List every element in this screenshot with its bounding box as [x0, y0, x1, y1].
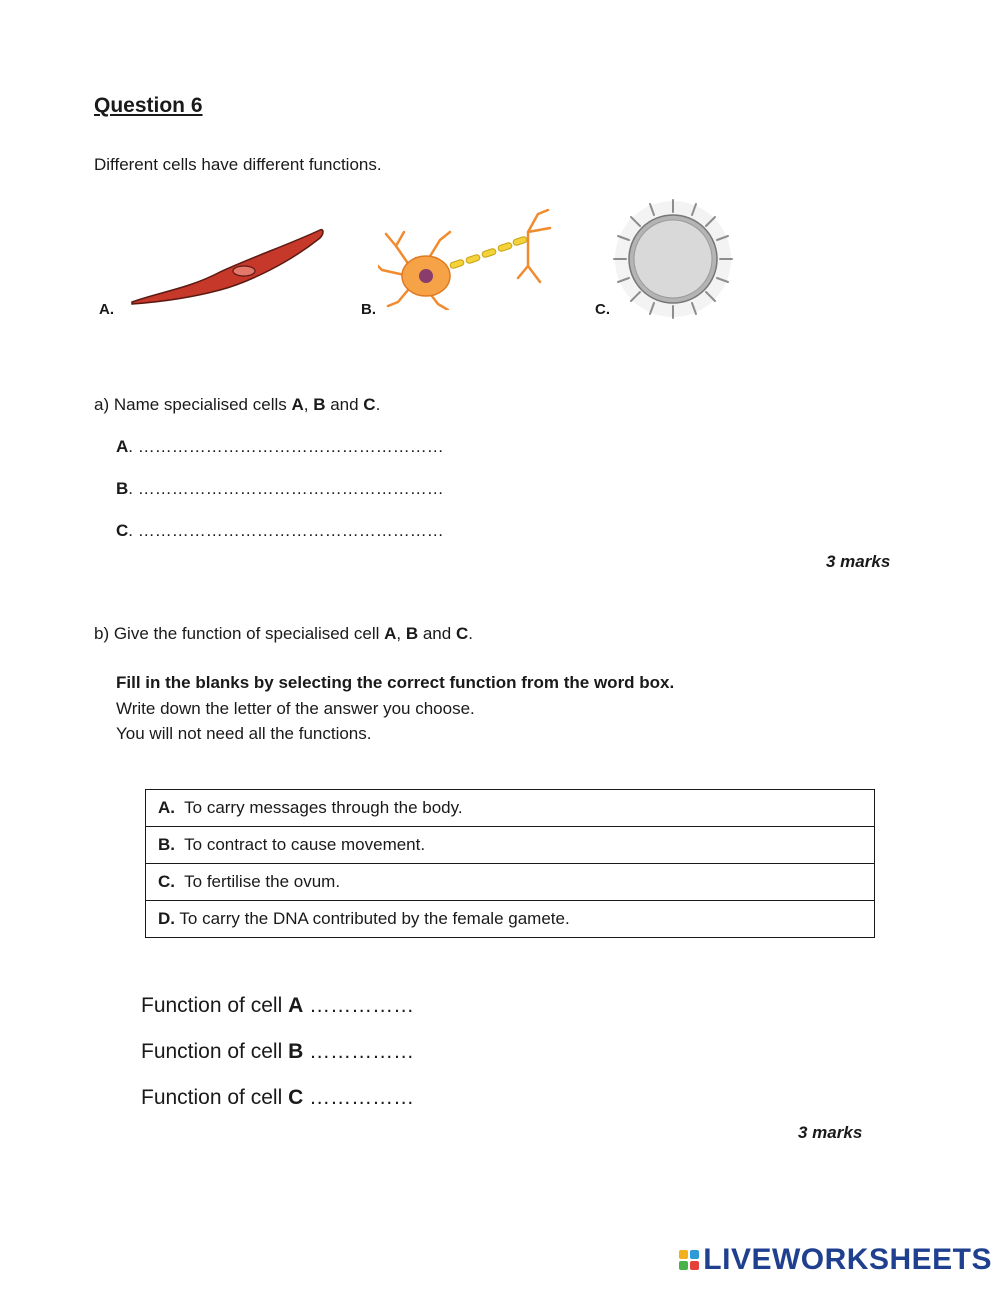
instruction-line-2: Write down the letter of the answer you choose. [116, 699, 475, 718]
brand-name: LIVEWORKSHEETS [703, 1243, 992, 1276]
part-b-marks: 3 marks [798, 1123, 863, 1142]
word-box-row: D. To carry the DNA contributed by the female gamete. [146, 901, 875, 938]
cell-b-label: B. [361, 301, 376, 318]
question-intro: Different cells have different functions. [94, 155, 382, 174]
nerve-cell-image [378, 206, 558, 310]
part-a-prompt: a) Name specialised cells A, B and C. [94, 395, 381, 414]
liveworksheets-logo [679, 1243, 992, 1277]
instruction-bold: Fill in the blanks by selecting the correct function from the word box. [116, 673, 675, 692]
function-line-b[interactable]: Function of cell B …………… [141, 1040, 415, 1063]
word-box-row: C. To fertilise the ovum. [146, 864, 875, 901]
word-box-row: B. To contract to cause movement. [146, 827, 875, 864]
instruction-line-3: You will not need all the functions. [116, 724, 372, 743]
answer-line-c[interactable]: C. ……………………………………………… [116, 521, 444, 540]
function-word-box [145, 789, 875, 938]
answer-line-b[interactable]: B. ……………………………………………… [116, 479, 444, 498]
muscle-cell-image [130, 222, 325, 310]
part-a-marks: 3 marks [826, 552, 891, 571]
function-line-c[interactable]: Function of cell C …………… [141, 1086, 415, 1109]
cell-a-label: A. [99, 301, 114, 318]
function-line-a[interactable]: Function of cell A …………… [141, 994, 415, 1017]
question-title: Question 6 [94, 94, 203, 117]
egg-cell-image [612, 198, 734, 320]
part-b-prompt: b) Give the function of specialised cell A, B and C. [94, 624, 473, 643]
logo-grid-icon [679, 1250, 699, 1270]
cell-c-label: C. [595, 301, 610, 318]
word-box-row: A. To carry messages through the body. [146, 790, 875, 827]
answer-line-a[interactable]: A. ……………………………………………… [116, 437, 444, 456]
